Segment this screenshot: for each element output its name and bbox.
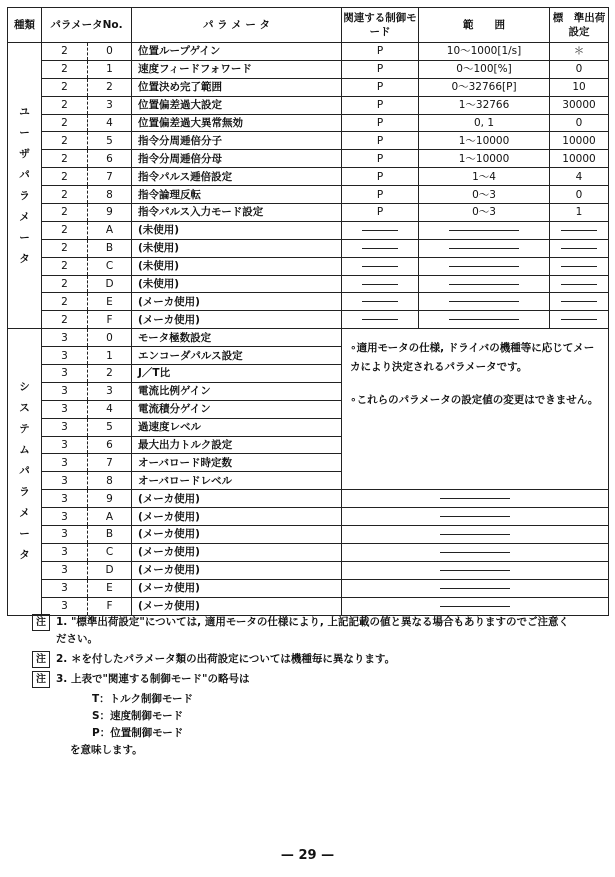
param-no-low: C bbox=[88, 543, 132, 561]
system-note-1: ∘適用モータの仕様, ドライバの機種等に応じてメーカにより決定されるパラメータです。 bbox=[350, 342, 595, 374]
param-no-low: 4 bbox=[88, 400, 132, 418]
param-name: (メーカ使用) bbox=[132, 490, 342, 508]
param-no-high: 3 bbox=[42, 597, 88, 615]
empty-dash bbox=[449, 266, 519, 267]
param-standard bbox=[550, 275, 609, 293]
param-no-high: 3 bbox=[42, 561, 88, 579]
param-name: (未使用) bbox=[132, 239, 342, 257]
param-no-high: 3 bbox=[42, 329, 88, 347]
table-row bbox=[8, 132, 609, 150]
param-no-high: 2 bbox=[42, 150, 88, 168]
param-no-high: 2 bbox=[42, 239, 88, 257]
param-name: (メーカ使用) bbox=[132, 311, 342, 329]
header-param-no: パラメータNo. bbox=[42, 8, 132, 43]
param-name: モータ極数設定 bbox=[132, 329, 342, 347]
param-name: J／T比 bbox=[132, 365, 342, 383]
param-range bbox=[419, 221, 550, 239]
table-row bbox=[8, 311, 609, 329]
param-no-high: 2 bbox=[42, 293, 88, 311]
param-no-high: 2 bbox=[42, 257, 88, 275]
param-no-low: 0 bbox=[88, 329, 132, 347]
param-no-high: 2 bbox=[42, 43, 88, 61]
notes-section bbox=[32, 614, 576, 759]
table-row bbox=[8, 561, 609, 579]
param-range: 1〜10000 bbox=[419, 132, 550, 150]
empty-dash bbox=[362, 319, 398, 320]
param-no-high: 2 bbox=[42, 186, 88, 204]
param-standard: 10000 bbox=[550, 150, 609, 168]
empty-dash bbox=[449, 319, 519, 320]
param-no-high: 3 bbox=[42, 382, 88, 400]
param-name: (メーカ使用) bbox=[132, 597, 342, 615]
param-mode bbox=[342, 221, 419, 239]
param-standard: 0 bbox=[550, 186, 609, 204]
param-name: 速度フィードフォワード bbox=[132, 60, 342, 78]
param-standard: 1 bbox=[550, 204, 609, 222]
note-tag: 注 bbox=[32, 671, 50, 688]
empty-dash bbox=[440, 606, 510, 607]
param-mode: P bbox=[342, 114, 419, 132]
param-no-low: B bbox=[88, 526, 132, 544]
param-no-high: 2 bbox=[42, 275, 88, 293]
param-mode: P bbox=[342, 204, 419, 222]
param-no-low: 9 bbox=[88, 490, 132, 508]
legend-speed: S：速度制御モード bbox=[92, 710, 184, 722]
empty-dash bbox=[561, 266, 597, 267]
param-no-low: E bbox=[88, 579, 132, 597]
note-tag: 注 bbox=[32, 614, 50, 631]
note-1 bbox=[32, 614, 576, 648]
param-no-high: 3 bbox=[42, 508, 88, 526]
param-name: 過速度レベル bbox=[132, 418, 342, 436]
page-number: — 29 — bbox=[280, 848, 335, 863]
param-no-low: D bbox=[88, 275, 132, 293]
param-range: 0〜32766[P] bbox=[419, 78, 550, 96]
param-name: (メーカ使用) bbox=[132, 561, 342, 579]
param-mode: P bbox=[342, 78, 419, 96]
empty-dash bbox=[440, 534, 510, 535]
table-row bbox=[8, 508, 609, 526]
param-no-low: F bbox=[88, 311, 132, 329]
table-row bbox=[8, 204, 609, 222]
empty-dash bbox=[561, 248, 597, 249]
table-row bbox=[8, 293, 609, 311]
param-name: (メーカ使用) bbox=[132, 543, 342, 561]
kind-label: ユーザパラメータ bbox=[19, 105, 30, 265]
param-mode: P bbox=[342, 43, 419, 61]
param-no-high: 2 bbox=[42, 96, 88, 114]
legend-position: P：位置制御モード bbox=[92, 727, 184, 739]
param-no-high: 2 bbox=[42, 221, 88, 239]
param-range: 1〜4 bbox=[419, 168, 550, 186]
param-no-low: B bbox=[88, 239, 132, 257]
param-mode bbox=[342, 275, 419, 293]
kind-user-parameters bbox=[8, 43, 42, 329]
param-mode: P bbox=[342, 96, 419, 114]
table-row bbox=[8, 96, 609, 114]
table-row bbox=[8, 239, 609, 257]
param-no-low: 5 bbox=[88, 132, 132, 150]
param-range bbox=[419, 275, 550, 293]
param-no-low: A bbox=[88, 508, 132, 526]
param-name: エンコーダパルス設定 bbox=[132, 347, 342, 365]
param-no-high: 2 bbox=[42, 204, 88, 222]
param-name: (未使用) bbox=[132, 275, 342, 293]
param-standard: 30000 bbox=[550, 96, 609, 114]
param-standard: 10000 bbox=[550, 132, 609, 150]
param-no-low: 7 bbox=[88, 454, 132, 472]
table-row bbox=[8, 114, 609, 132]
empty-dash bbox=[561, 230, 597, 231]
param-name: オーバロード時定数 bbox=[132, 454, 342, 472]
system-empty-value bbox=[342, 526, 609, 544]
param-name: (メーカ使用) bbox=[132, 293, 342, 311]
table-row bbox=[8, 43, 609, 61]
header-parameter: パ ラ メ ー タ bbox=[132, 8, 342, 43]
table-row bbox=[8, 78, 609, 96]
empty-dash bbox=[440, 570, 510, 571]
kind-label: システムパラメータ bbox=[19, 381, 30, 562]
param-name: 最大出力トルク設定 bbox=[132, 436, 342, 454]
param-standard: ＊ bbox=[550, 43, 609, 61]
param-standard: 10 bbox=[550, 78, 609, 96]
param-name: 位置偏差過大異常無効 bbox=[132, 114, 342, 132]
table-row bbox=[8, 186, 609, 204]
param-standard: 4 bbox=[550, 168, 609, 186]
table-row bbox=[8, 275, 609, 293]
param-no-low: 1 bbox=[88, 347, 132, 365]
system-empty-value bbox=[342, 490, 609, 508]
param-no-high: 3 bbox=[42, 365, 88, 383]
param-no-low: 8 bbox=[88, 186, 132, 204]
param-mode: P bbox=[342, 150, 419, 168]
param-name: (メーカ使用) bbox=[132, 508, 342, 526]
system-note bbox=[342, 329, 609, 490]
note-tag: 注 bbox=[32, 651, 50, 668]
empty-dash bbox=[449, 284, 519, 285]
param-mode bbox=[342, 239, 419, 257]
param-standard: 0 bbox=[550, 60, 609, 78]
param-standard bbox=[550, 311, 609, 329]
param-mode bbox=[342, 293, 419, 311]
param-standard bbox=[550, 257, 609, 275]
param-standard bbox=[550, 221, 609, 239]
param-no-low: 0 bbox=[88, 43, 132, 61]
param-range bbox=[419, 311, 550, 329]
header-range: 範 囲 bbox=[419, 8, 550, 43]
param-no-high: 3 bbox=[42, 490, 88, 508]
empty-dash bbox=[362, 248, 398, 249]
param-range: 10〜1000[1/s] bbox=[419, 43, 550, 61]
system-parameter-rows bbox=[8, 329, 609, 615]
legend-torque: T：トルク制御モード bbox=[92, 693, 194, 705]
note-2 bbox=[32, 651, 576, 668]
param-range: 0〜3 bbox=[419, 204, 550, 222]
param-range: 1〜32766 bbox=[419, 96, 550, 114]
empty-dash bbox=[561, 319, 597, 320]
param-no-low: 6 bbox=[88, 150, 132, 168]
param-no-high: 2 bbox=[42, 114, 88, 132]
empty-dash bbox=[362, 230, 398, 231]
table-row bbox=[8, 490, 609, 508]
parameter-sheet bbox=[7, 7, 609, 616]
param-range bbox=[419, 257, 550, 275]
param-no-low: 6 bbox=[88, 436, 132, 454]
table-row bbox=[8, 168, 609, 186]
empty-dash bbox=[362, 266, 398, 267]
table-row bbox=[8, 221, 609, 239]
param-no-low: 5 bbox=[88, 418, 132, 436]
table-row bbox=[8, 329, 609, 347]
param-no-high: 2 bbox=[42, 168, 88, 186]
param-name: 位置ループゲイン bbox=[132, 43, 342, 61]
param-no-high: 3 bbox=[42, 418, 88, 436]
mode-legend bbox=[92, 691, 576, 742]
param-name: 指令パルス逓倍設定 bbox=[132, 168, 342, 186]
param-no-low: 3 bbox=[88, 382, 132, 400]
param-mode: P bbox=[342, 60, 419, 78]
table-row bbox=[8, 257, 609, 275]
param-no-high: 3 bbox=[42, 579, 88, 597]
param-mode bbox=[342, 257, 419, 275]
system-empty-value bbox=[342, 508, 609, 526]
param-no-low: 1 bbox=[88, 60, 132, 78]
param-range: 0〜3 bbox=[419, 186, 550, 204]
param-no-high: 3 bbox=[42, 526, 88, 544]
note-2-text: 2. ＊を付したパラメータ類の出荷設定については機種毎に異なります。 bbox=[56, 653, 396, 665]
header-standard: 標 準出荷設定 bbox=[550, 8, 609, 43]
param-no-low: 8 bbox=[88, 472, 132, 490]
note-3 bbox=[32, 671, 576, 688]
param-name: 指令分周逓倍分子 bbox=[132, 132, 342, 150]
param-name: 指令分周逓倍分母 bbox=[132, 150, 342, 168]
parameter-table bbox=[7, 7, 609, 616]
param-no-high: 3 bbox=[42, 472, 88, 490]
param-range: 0, 1 bbox=[419, 114, 550, 132]
param-no-high: 2 bbox=[42, 132, 88, 150]
param-no-low: 4 bbox=[88, 114, 132, 132]
header-kind: 種類 bbox=[8, 8, 42, 43]
empty-dash bbox=[362, 284, 398, 285]
param-no-low: A bbox=[88, 221, 132, 239]
table-row bbox=[8, 597, 609, 615]
empty-dash bbox=[561, 284, 597, 285]
empty-dash bbox=[440, 588, 510, 589]
param-name: (メーカ使用) bbox=[132, 526, 342, 544]
user-parameter-rows bbox=[8, 43, 609, 329]
param-no-low: C bbox=[88, 257, 132, 275]
system-empty-value bbox=[342, 561, 609, 579]
param-no-low: 2 bbox=[88, 78, 132, 96]
param-no-high: 3 bbox=[42, 454, 88, 472]
table-row bbox=[8, 543, 609, 561]
empty-dash bbox=[449, 301, 519, 302]
param-no-low: 9 bbox=[88, 204, 132, 222]
param-name: 電流積分ゲイン bbox=[132, 400, 342, 418]
param-standard bbox=[550, 293, 609, 311]
param-no-high: 3 bbox=[42, 436, 88, 454]
param-standard: 0 bbox=[550, 114, 609, 132]
system-empty-value bbox=[342, 543, 609, 561]
table-row bbox=[8, 579, 609, 597]
system-note-2: ∘これらのパラメータの設定値の変更はできません。 bbox=[350, 394, 599, 407]
empty-dash bbox=[561, 301, 597, 302]
param-mode: P bbox=[342, 132, 419, 150]
param-range bbox=[419, 239, 550, 257]
param-name: 指令論理反転 bbox=[132, 186, 342, 204]
table-row bbox=[8, 150, 609, 168]
note-3-text: 3. 上表で"関連する制御モード"の略号は bbox=[56, 673, 250, 685]
param-name: (未使用) bbox=[132, 257, 342, 275]
param-mode: P bbox=[342, 168, 419, 186]
param-no-low: 2 bbox=[88, 365, 132, 383]
param-name: 位置偏差過大設定 bbox=[132, 96, 342, 114]
empty-dash bbox=[440, 552, 510, 553]
param-range bbox=[419, 293, 550, 311]
param-name: オーバロードレベル bbox=[132, 472, 342, 490]
table-row bbox=[8, 526, 609, 544]
param-no-low: 3 bbox=[88, 96, 132, 114]
empty-dash bbox=[440, 498, 510, 499]
empty-dash bbox=[362, 301, 398, 302]
param-name: (メーカ使用) bbox=[132, 579, 342, 597]
empty-dash bbox=[449, 230, 519, 231]
param-no-high: 2 bbox=[42, 60, 88, 78]
param-no-high: 3 bbox=[42, 543, 88, 561]
empty-dash bbox=[449, 248, 519, 249]
table-row bbox=[8, 60, 609, 78]
param-name: 指令パルス入力モード設定 bbox=[132, 204, 342, 222]
param-range: 1〜10000 bbox=[419, 150, 550, 168]
param-name: (未使用) bbox=[132, 221, 342, 239]
empty-dash bbox=[440, 516, 510, 517]
table-header-row bbox=[8, 8, 609, 43]
param-mode bbox=[342, 311, 419, 329]
param-name: 位置決め完了範囲 bbox=[132, 78, 342, 96]
param-no-high: 2 bbox=[42, 311, 88, 329]
param-name: 電流比例ゲイン bbox=[132, 382, 342, 400]
param-standard bbox=[550, 239, 609, 257]
note-1-text: 1. "標準出荷設定"については, 適用モータの仕様により, 上記記載の値と異なる場合もありますのでご注意ください。 bbox=[56, 616, 570, 645]
param-mode: P bbox=[342, 186, 419, 204]
system-empty-value bbox=[342, 579, 609, 597]
param-no-high: 3 bbox=[42, 400, 88, 418]
param-no-high: 2 bbox=[42, 78, 88, 96]
param-no-low: F bbox=[88, 597, 132, 615]
kind-system-parameters bbox=[8, 329, 42, 615]
param-no-high: 3 bbox=[42, 347, 88, 365]
note-closing: を意味します。 bbox=[70, 744, 143, 756]
param-no-low: 7 bbox=[88, 168, 132, 186]
param-range: 0〜100[%] bbox=[419, 60, 550, 78]
param-no-low: D bbox=[88, 561, 132, 579]
param-no-low: E bbox=[88, 293, 132, 311]
header-mode: 関連する制御モード bbox=[342, 8, 419, 43]
system-empty-value bbox=[342, 597, 609, 615]
